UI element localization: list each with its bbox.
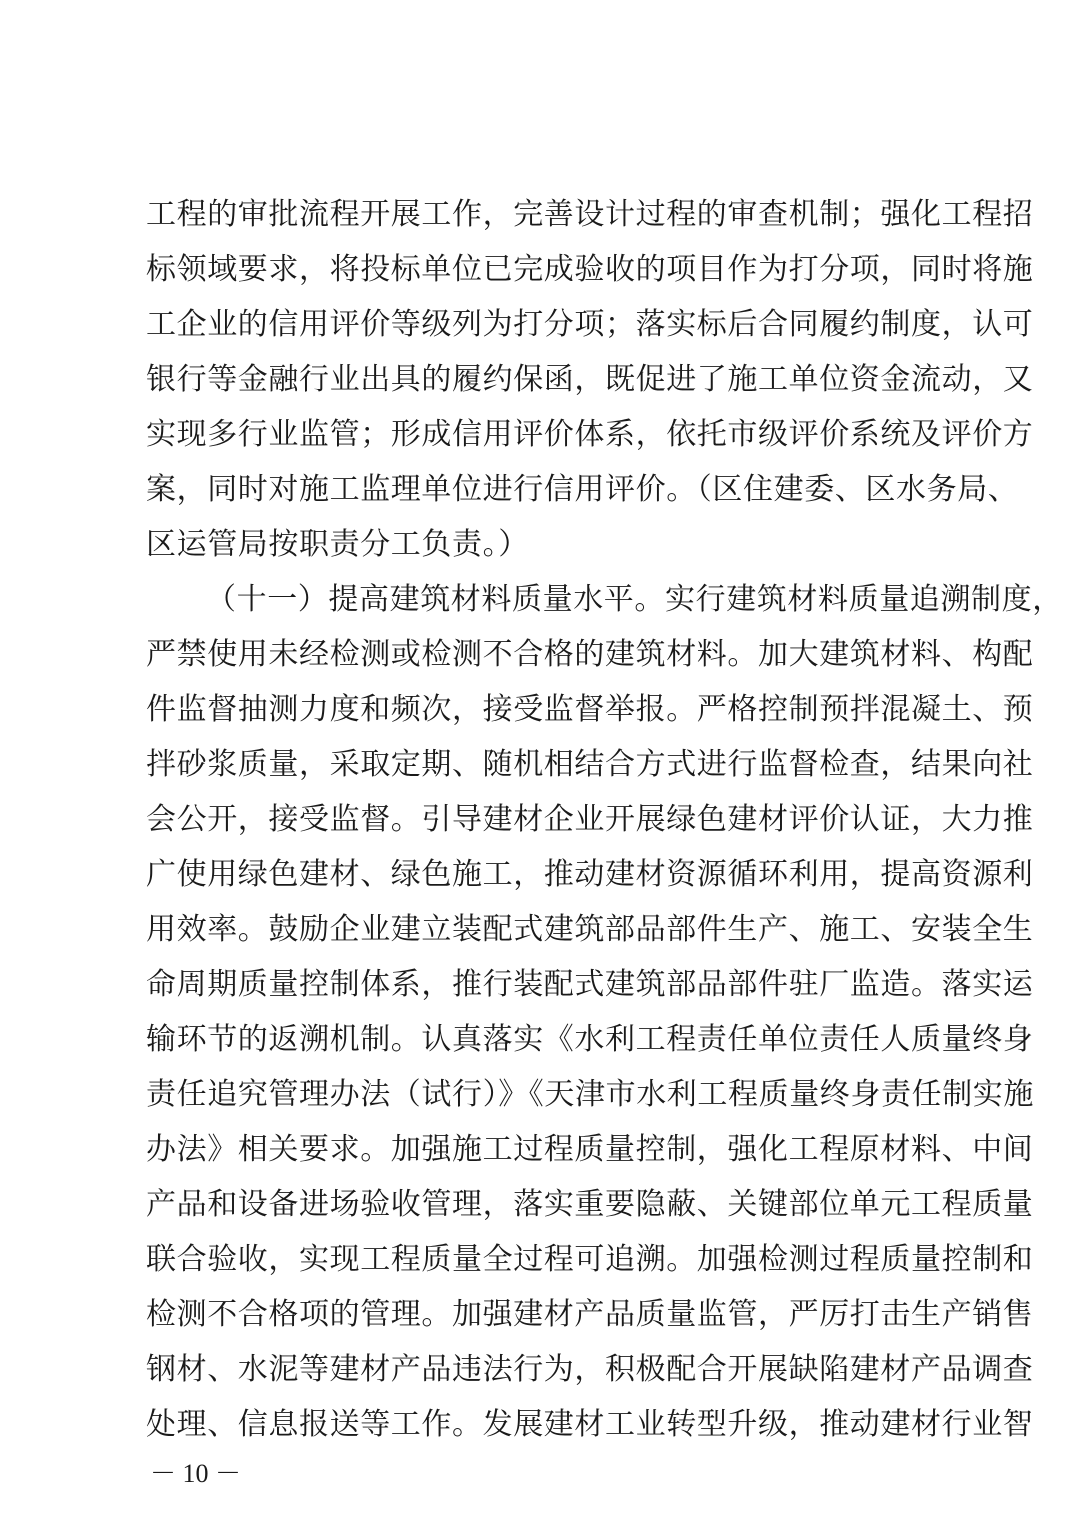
paragraph-line: 银行等金融行业出具的履约保函，既促进了施工单位资金流动，又 [146, 362, 1034, 397]
paragraph-line: 产品和设备进场验收管理，落实重要隐蔽、关键部位单元工程质量 [146, 1187, 1034, 1222]
paragraph-line: 实现多行业监管；形成信用评价体系，依托市级评价系统及评价方 [146, 417, 1034, 452]
paragraph-line: 输环节的返溯机制。认真落实《水利工程责任单位责任人质量终身 [146, 1022, 1034, 1057]
paragraph-line: 广使用绿色建材、绿色施工，推动建材资源循环利用，提高资源利 [146, 857, 1034, 892]
paragraph-line: 工企业的信用评价等级列为打分项；落实标后合同履约制度，认可 [146, 307, 1034, 342]
paragraph-line: 命周期质量控制体系，推行装配式建筑部品部件驻厂监造。落实运 [146, 967, 1034, 1002]
paragraph-line: 件监督抽测力度和频次，接受监督举报。严格控制预拌混凝土、预 [146, 692, 1034, 727]
paragraph-line: 工程的审批流程开展工作，完善设计过程的审查机制；强化工程招 [146, 197, 1034, 232]
paragraph-line: 严禁使用未经检测或检测不合格的建筑材料。加大建筑材料、构配 [146, 637, 1034, 672]
paragraph-line: 标领域要求，将投标单位已完成验收的项目作为打分项，同时将施 [146, 252, 1034, 287]
paragraph-line: 会公开，接受监督。引导建材企业开展绿色建材评价认证，大力推 [146, 802, 1034, 837]
paragraph-line: 检测不合格项的管理。加强建材产品质量监管，严厉打击生产销售 [146, 1297, 1034, 1332]
paragraph-line: 用效率。鼓励企业建立装配式建筑部品部件生产、施工、安装全生 [146, 912, 1034, 947]
paragraph-line: 处理、信息报送等工作。发展建材工业转型升级，推动建材行业智 [146, 1407, 1034, 1442]
paragraph-line: 拌砂浆质量，采取定期、随机相结合方式进行监督检查，结果向社 [146, 747, 1034, 782]
paragraph-line: 联合验收，实现工程质量全过程可追溯。加强检测过程质量控制和 [146, 1242, 1034, 1277]
section-heading-line: （十一）提高建筑材料质量水平。实行建筑材料质量追溯制度， [206, 582, 1063, 617]
paragraph-line: 案，同时对施工监理单位进行信用评价。（区住建委、区水务局、 [146, 472, 1019, 507]
page-number: － 10 － [150, 1459, 242, 1488]
paragraph-line: 责任追究管理办法（试行）》《天津市水利工程质量终身责任制实施 [146, 1077, 1034, 1112]
paragraph-line: 钢材、水泥等建材产品违法行为，积极配合开展缺陷建材产品调查 [146, 1352, 1034, 1387]
paragraph-line: 区运管局按职责分工负责。） [146, 527, 529, 562]
paragraph-line: 办法》相关要求。加强施工过程质量控制，强化工程原材料、中间 [146, 1132, 1034, 1167]
